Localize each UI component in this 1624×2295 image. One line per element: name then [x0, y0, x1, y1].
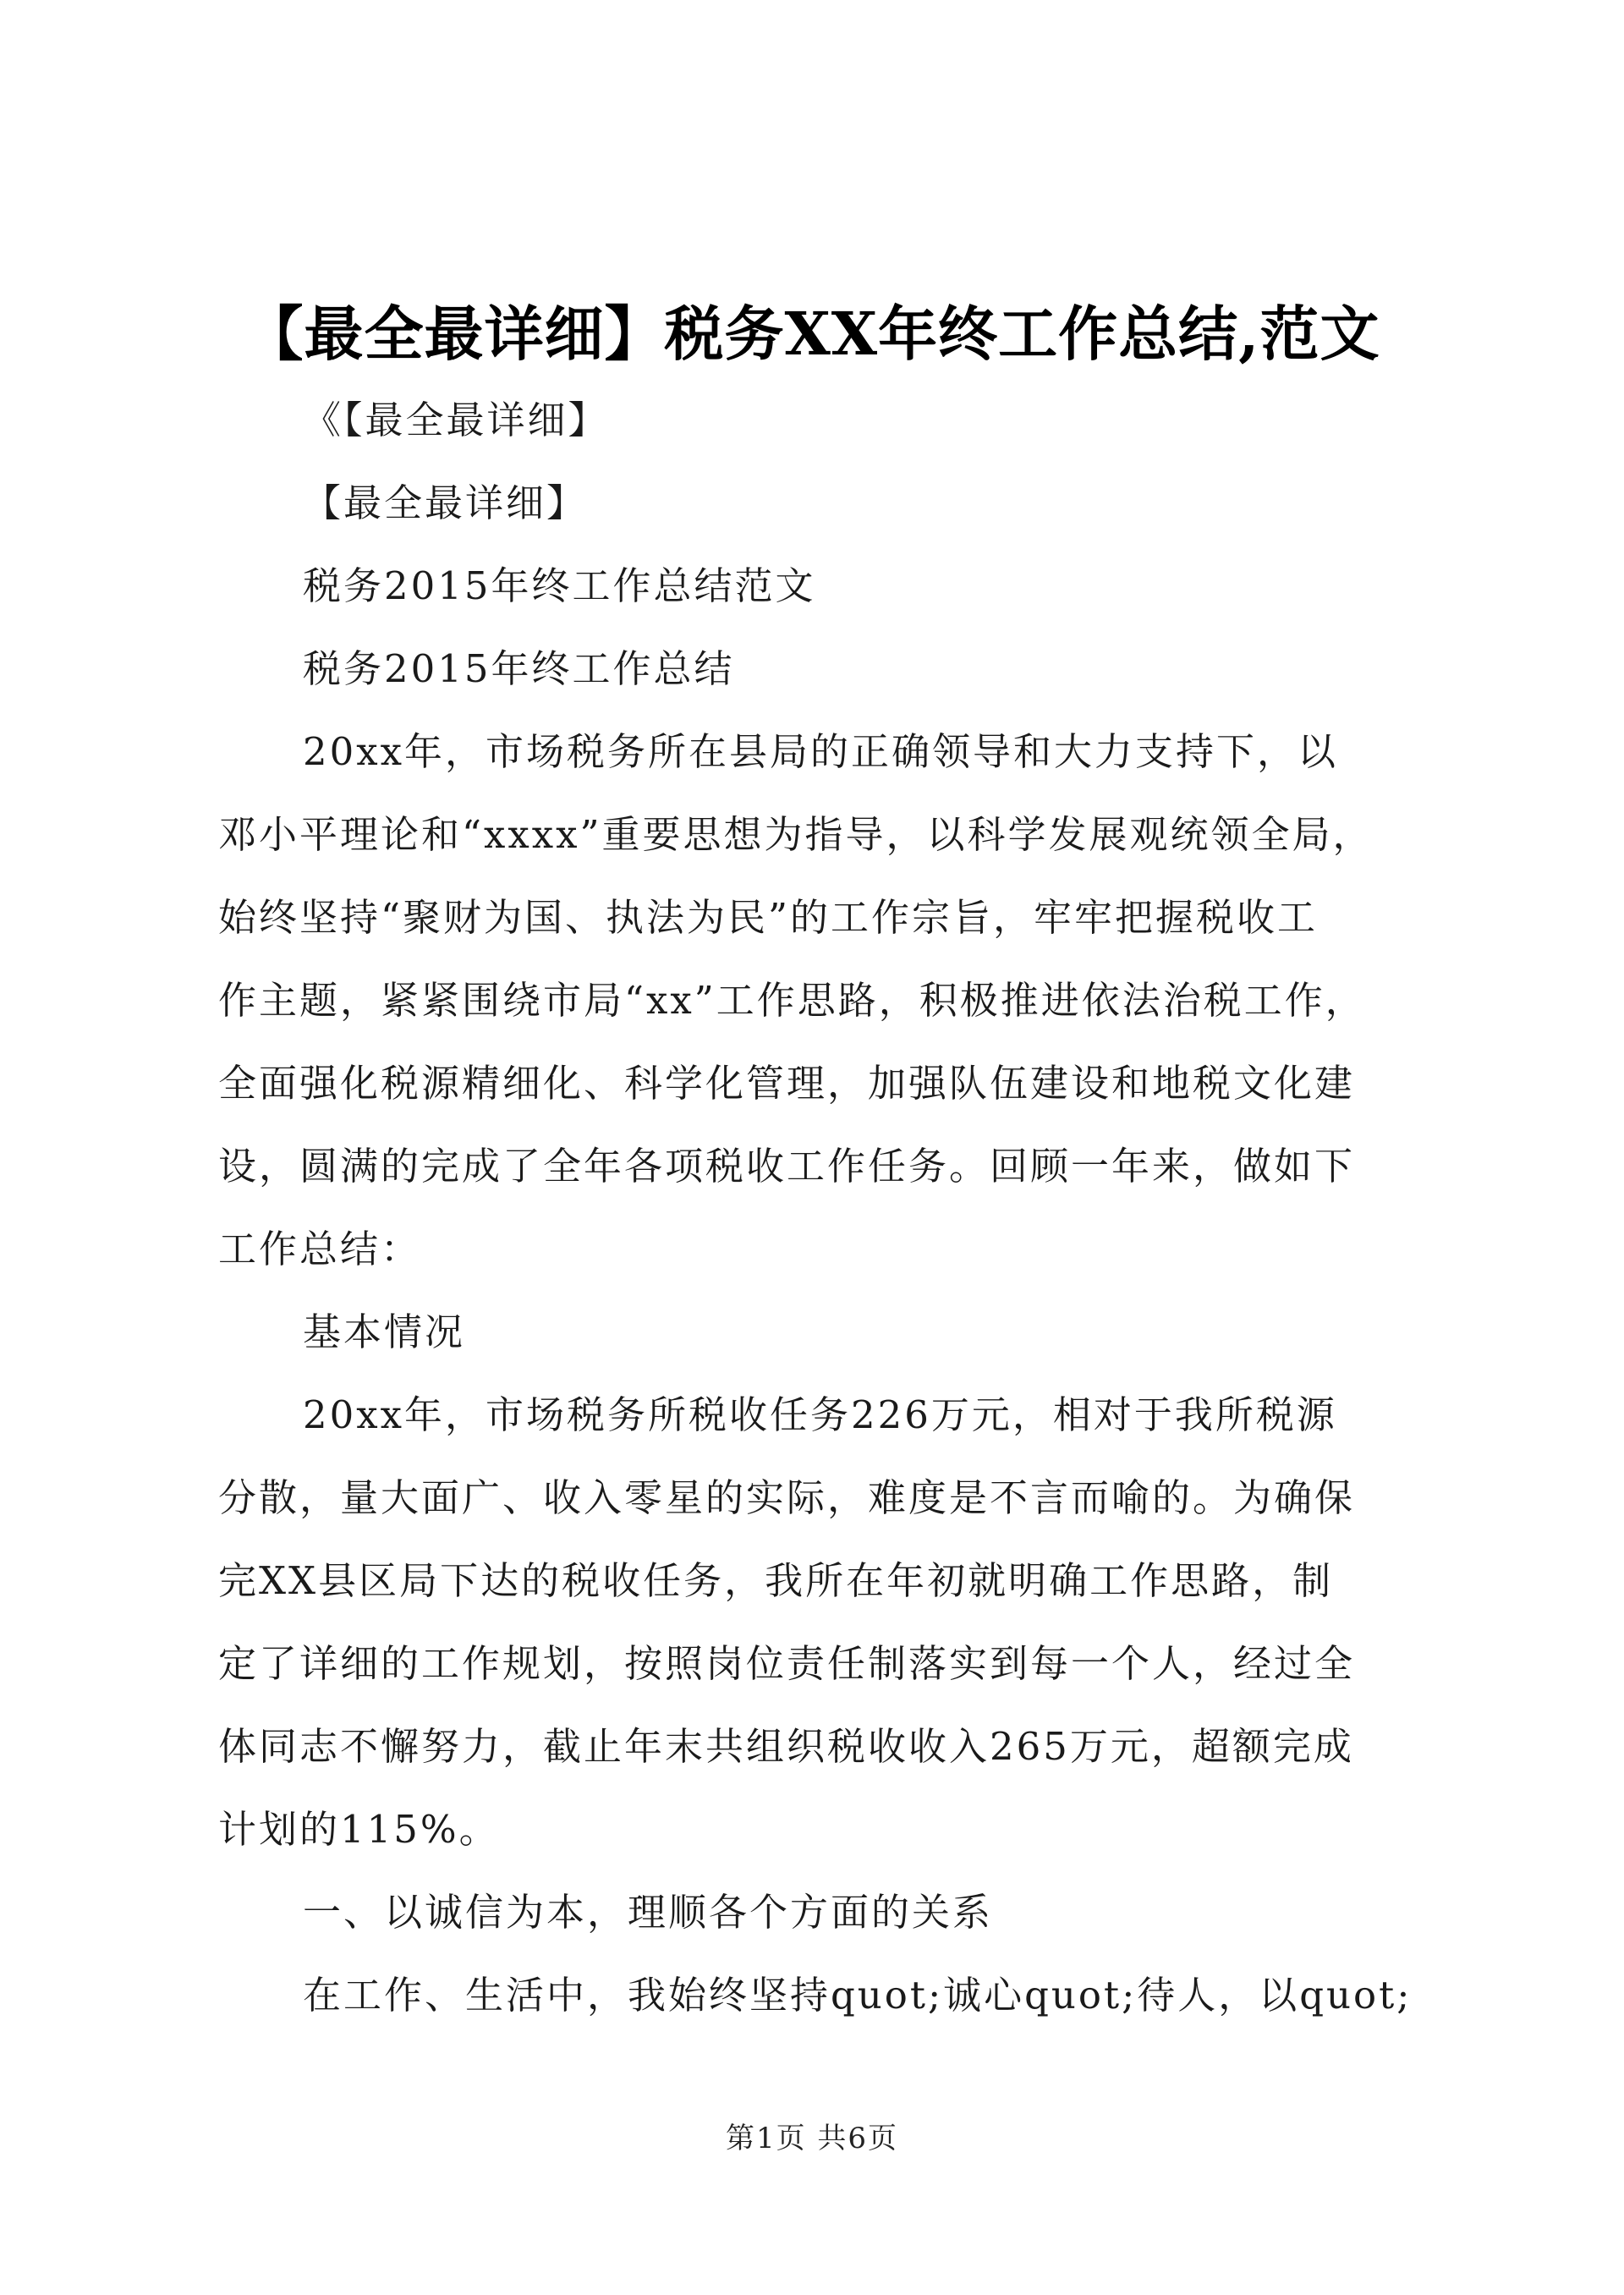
paragraph-line: 在工作、生活中，我始终坚持quot;诚心quot;待人，以quot; — [303, 1973, 1413, 2018]
paragraph-line: 完XX县区局下达的税收任务，我所在年初就明确工作思路，制 — [218, 1558, 1334, 1603]
document-body — [218, 379, 1411, 2037]
body-line: 【最全最详细】 — [303, 480, 588, 525]
paragraph-line: 体同志不懈努力，截止年末共组织税收收入265万元，超额完成 — [218, 1724, 1354, 1769]
paragraph-line: 工作总结： — [218, 1227, 422, 1271]
body-line: 《【最全最详细】 — [303, 398, 609, 442]
subtitle-line: 税务2015年终工作总结范文 — [303, 563, 816, 608]
paragraph-line: 全面强化税源精细化、科学化管理，加强队伍建设和地税文化建 — [218, 1061, 1356, 1106]
paragraph-line: 设，圆满的完成了全年各项税收工作任务。回顾一年来，做如下 — [218, 1144, 1356, 1189]
paragraph-line: 20xx年，市场税务所税收任务226万元，相对于我所税源 — [303, 1392, 1337, 1437]
section-heading: 基本情况 — [303, 1309, 466, 1354]
document-title: 【最全最详细】税务XX年终工作总结,范文 — [244, 299, 1380, 369]
paragraph-line: 定了详细的工作规划，按照岗位责任制落实到每一个人，经过全 — [218, 1641, 1356, 1686]
paragraph-line: 分散，量大面广、收入零星的实际，难度是不言而喻的。为确保 — [218, 1475, 1356, 1520]
paragraph-line: 始终坚持“聚财为国、执法为民”的工作宗旨，牢牢把握税收工 — [218, 895, 1319, 940]
paragraph-line: 作主题，紧紧围绕市局“xx”工作思路，积极推进依法治税工作， — [218, 978, 1366, 1023]
section-heading: 一、以诚信为本，理顺各个方面的关系 — [303, 1890, 994, 1935]
paragraph-line: 20xx年，市场税务所在县局的正确领导和大力支持下，以 — [303, 729, 1339, 774]
paragraph-line: 邓小平理论和“xxxx”重要思想为指导，以科学发展观统领全局， — [218, 812, 1374, 857]
page-footer: 第1页 共6页 — [725, 2122, 899, 2155]
paragraph-line: 计划的115%。 — [218, 1807, 500, 1852]
subtitle-line: 税务2015年终工作总结 — [303, 646, 735, 691]
